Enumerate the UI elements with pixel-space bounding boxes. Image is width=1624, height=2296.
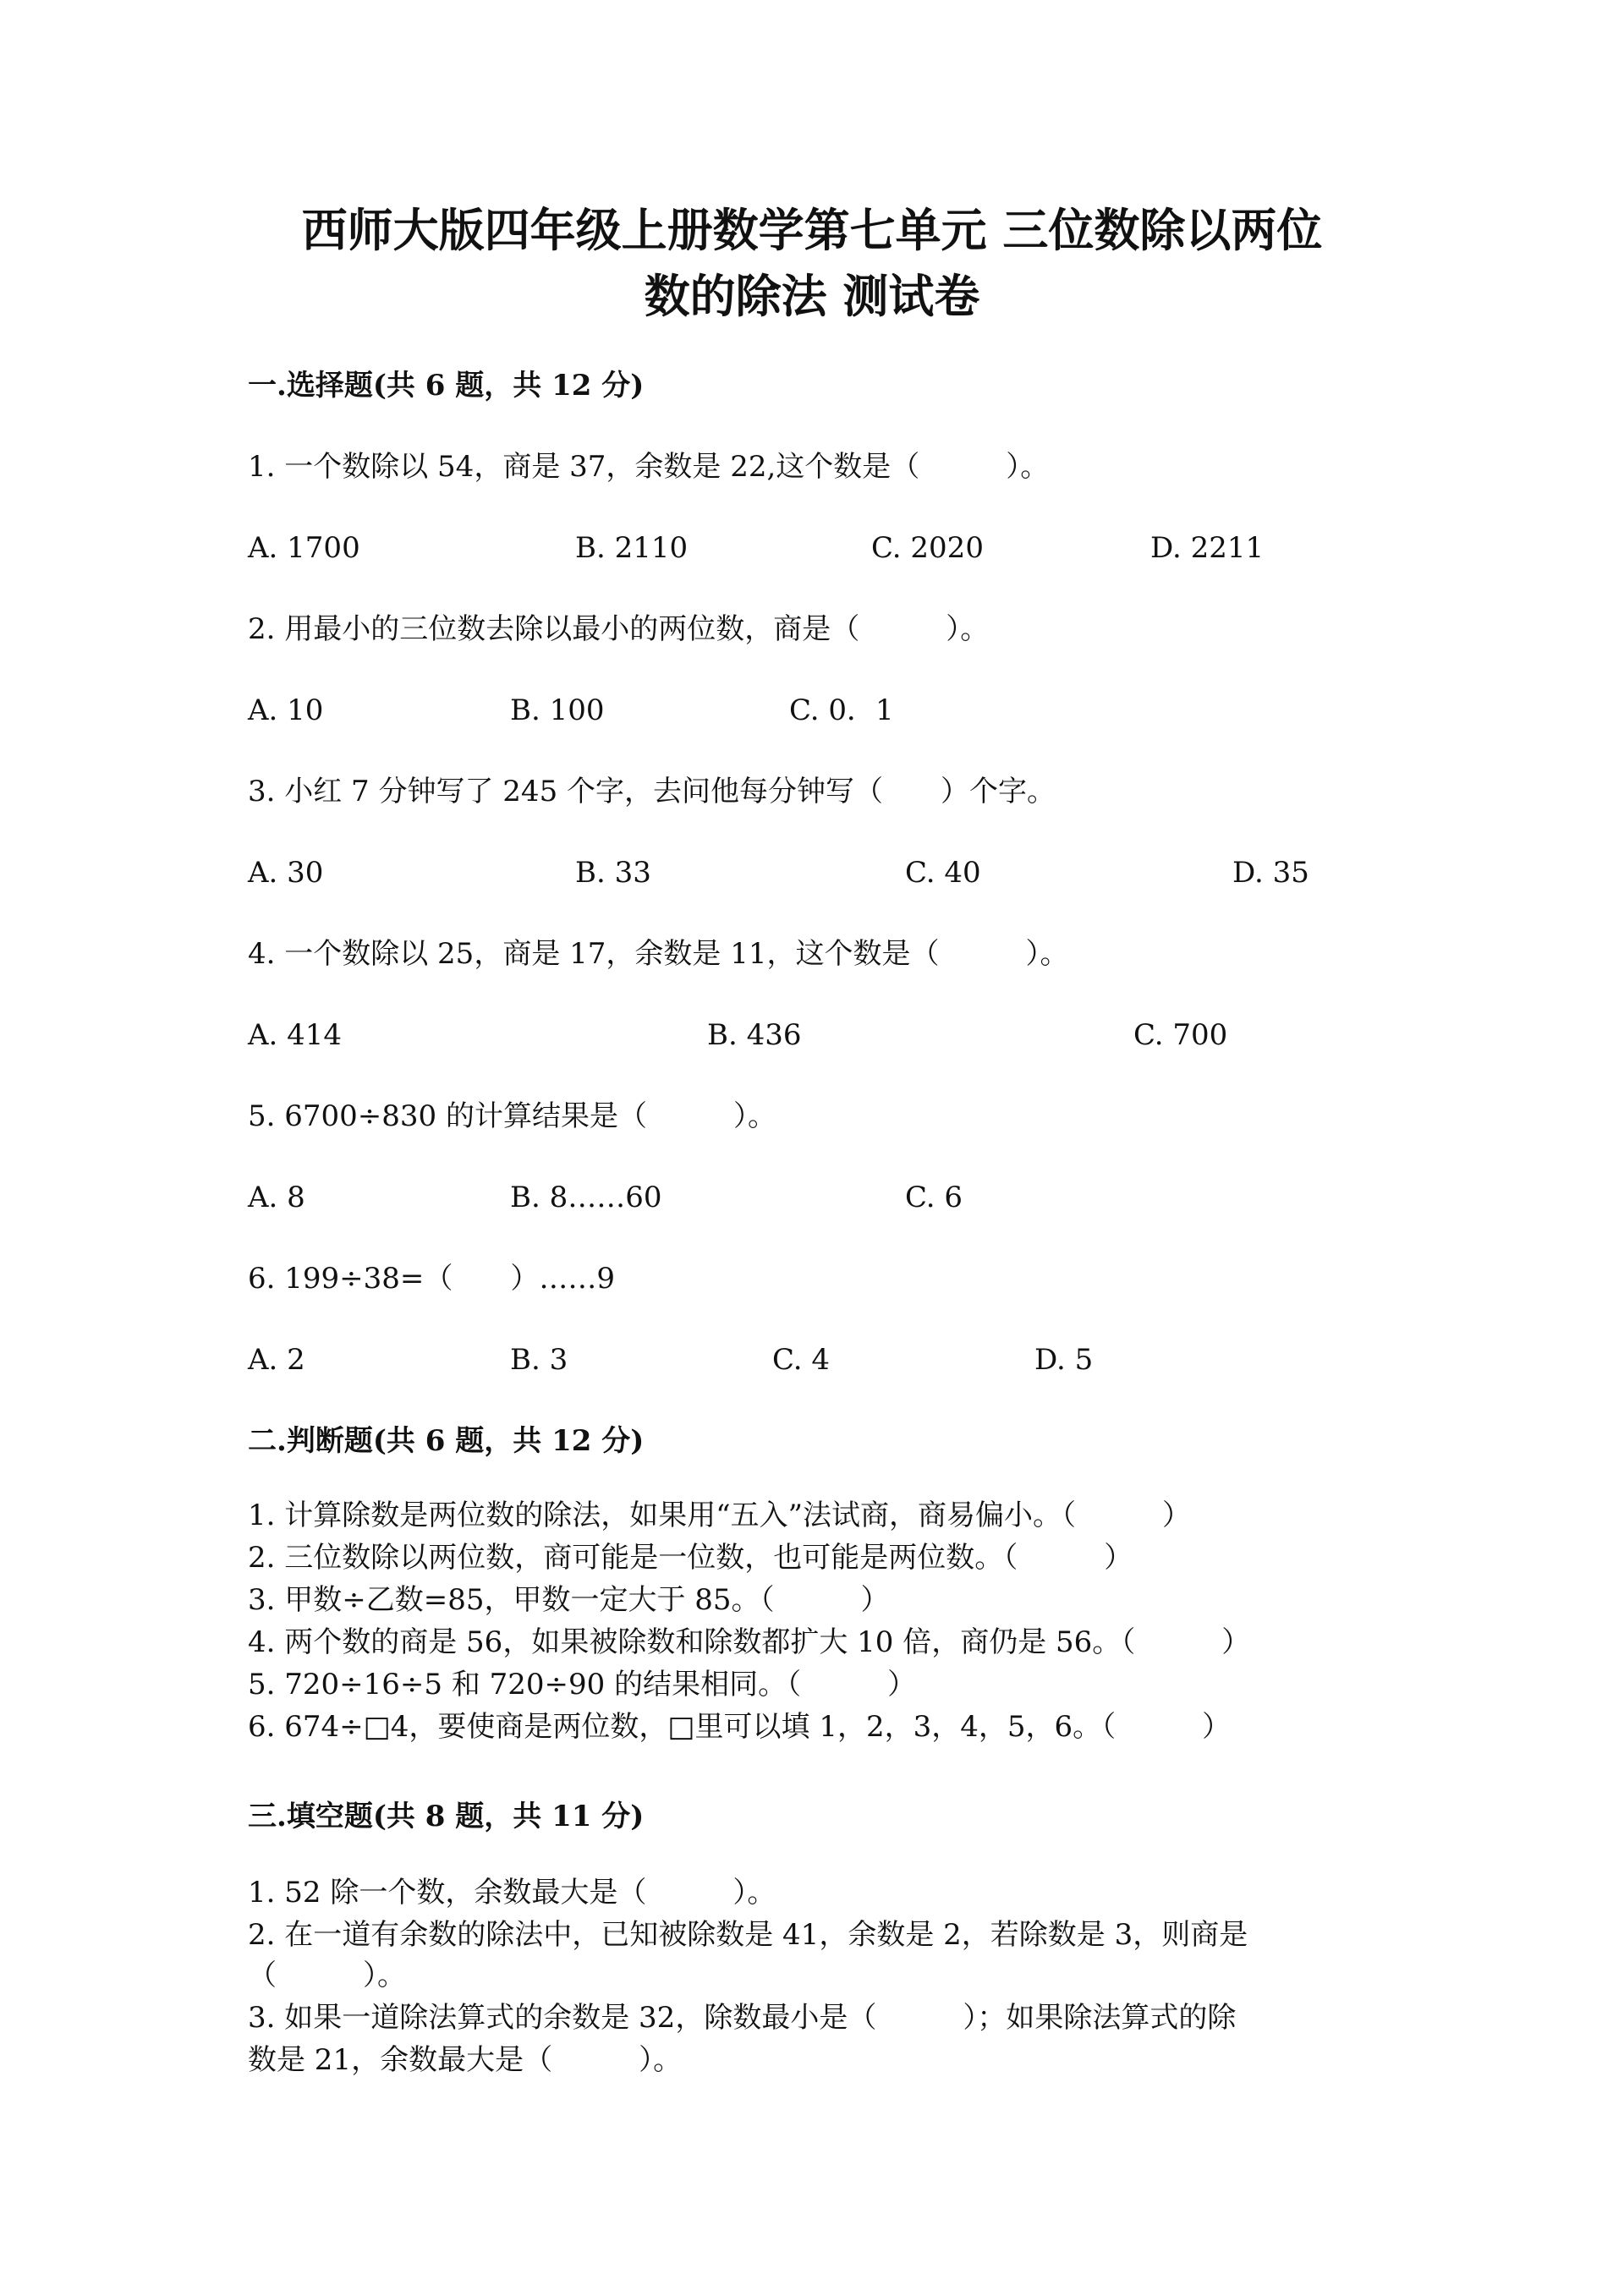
- question-text: 4. 一个数除以 25，商是 17，余数是 11，这个数是（ ）。: [248, 937, 1069, 971]
- answer-option: B. 2110: [575, 531, 689, 565]
- answer-option: A. 30: [248, 856, 324, 890]
- fill-blank-item: 3. 如果一道除法算式的余数是 32，除数最小是（ ）；如果除法算式的除: [248, 2001, 1237, 2035]
- answer-option: C. 40: [905, 856, 981, 890]
- question-text: 1. 一个数除以 54，商是 37，余数是 22,这个数是（ ）。: [248, 450, 1050, 484]
- answer-option: D. 2211: [1150, 531, 1265, 565]
- answer-option: B. 3: [510, 1343, 568, 1377]
- answer-option: D. 35: [1232, 856, 1309, 890]
- answer-option: A. 414: [248, 1018, 343, 1052]
- answer-option: A. 8: [248, 1181, 305, 1214]
- answer-option: B. 436: [707, 1018, 802, 1052]
- answer-option: C. 0．1: [789, 693, 894, 727]
- fill-blank-item: 1. 52 除一个数，余数最大是（ ）。: [248, 1876, 776, 1910]
- answer-option: D. 5: [1034, 1343, 1094, 1377]
- question-text: 2. 用最小的三位数去除以最小的两位数，商是（ ）。: [248, 612, 990, 646]
- section-heading-choice: 一.选择题(共 6 题，共 12 分): [248, 369, 645, 403]
- document-title-line-1: 西师大版四年级上册数学第七单元 三位数除以两位: [301, 203, 1323, 257]
- statement-item: 2. 三位数除以两位数，商可能是一位数，也可能是两位数。（ ）: [248, 1541, 1133, 1575]
- section-heading-judgement: 二.判断题(共 6 题，共 12 分): [248, 1424, 645, 1458]
- answer-option: C. 4: [772, 1343, 831, 1377]
- question-text: 3. 小红 7 分钟写了 245 个字，去问他每分钟写（ ）个字。: [248, 775, 1056, 808]
- answer-option: A. 1700: [248, 531, 360, 565]
- answer-option: A. 10: [248, 693, 324, 727]
- answer-option: A. 2: [248, 1343, 305, 1377]
- answer-option: C. 700: [1133, 1018, 1228, 1052]
- statement-item: 1. 计算除数是两位数的除法，如果用“五入”法试商，商易偏小。（ ）: [248, 1499, 1192, 1532]
- statement-item: 5. 720÷16÷5 和 720÷90 的结果相同。（ ）: [248, 1668, 917, 1701]
- section-heading-fill-blank: 三.填空题(共 8 题，共 11 分): [248, 1800, 645, 1833]
- fill-blank-item: （ ）。: [248, 1959, 406, 1992]
- fill-blank-item: 数是 21，余数最大是（ ）。: [248, 2043, 683, 2077]
- statement-item: 4. 两个数的商是 56，如果被除数和除数都扩大 10 倍，商仍是 56。（ ）: [248, 1625, 1251, 1659]
- answer-option: C. 2020: [871, 531, 984, 565]
- answer-option: B. 8……60: [510, 1181, 662, 1214]
- fill-blank-item: 2. 在一道有余数的除法中，已知被除数是 41，余数是 2，若除数是 3，则商是: [248, 1918, 1248, 1952]
- answer-option: C. 6: [905, 1181, 963, 1214]
- statement-item: 6. 674÷□4，要使商是两位数，□里可以填 1，2，3，4，5，6。（ ）: [248, 1710, 1232, 1744]
- document-title-line-2: 数的除法 测试卷: [644, 269, 980, 323]
- answer-option: B. 100: [510, 693, 605, 727]
- statement-item: 3. 甲数÷乙数=85，甲数一定大于 85。（ ）: [248, 1583, 890, 1617]
- question-text: 6. 199÷38=（ ）……9: [248, 1262, 616, 1296]
- answer-option: B. 33: [575, 856, 651, 890]
- question-text: 5. 6700÷830 的计算结果是（ ）。: [248, 1099, 776, 1133]
